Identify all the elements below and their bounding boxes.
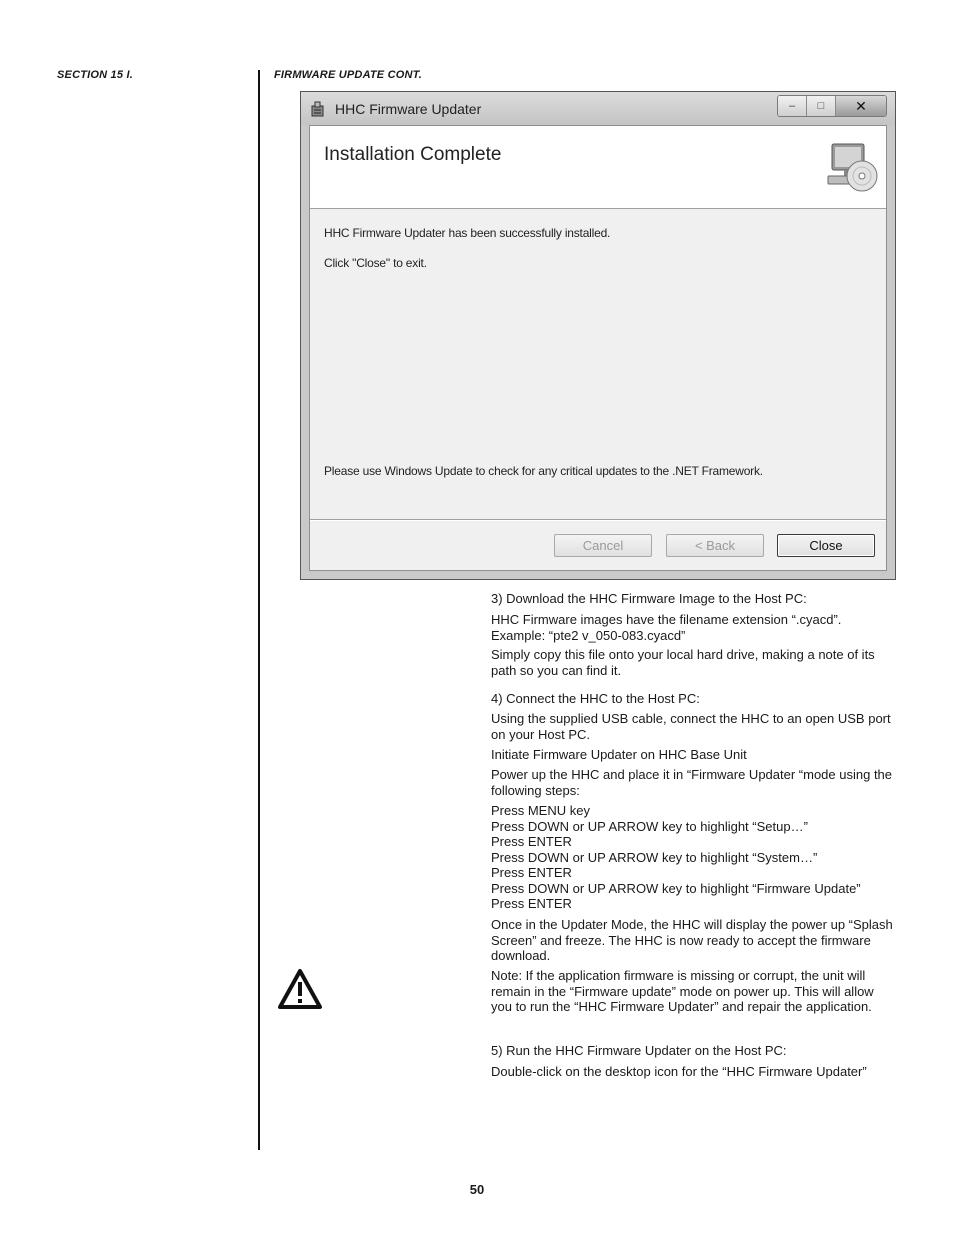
computer-cd-icon: [824, 140, 880, 196]
download-step-heading: 3) Download the HHC Firmware Image to the Host PC:: [491, 591, 807, 606]
installer-app-icon: [310, 101, 326, 117]
close-instruction: Click "Close" to exit.: [324, 256, 427, 270]
window-titlebar[interactable]: [301, 92, 895, 125]
back-button[interactable]: < Back: [666, 534, 764, 557]
initiate-text: Power up the HHC and place it in “Firmware Updater “mode using the following steps:: [491, 767, 893, 798]
window-title: HHC Firmware Updater: [335, 101, 482, 117]
download-step-text: HHC Firmware images have the filename extension “.cyacd”. Example: “pte2 v_050-083.cyacd”: [491, 612, 842, 643]
key-steps-list: [491, 803, 896, 912]
key-step: Press ENTER: [491, 865, 572, 880]
window-close-button[interactable]: ✕: [836, 96, 886, 116]
run-step-text: Double-click on the desktop icon for the “HHC Firmware Updater”: [491, 1064, 867, 1079]
initiate-heading: Initiate Firmware Updater on HHC Base Unit: [491, 747, 747, 762]
key-step: Press DOWN or UP ARROW key to highlight “System…”: [491, 849, 818, 865]
banner-heading: Installation Complete: [324, 144, 502, 165]
close-button[interactable]: Close: [777, 534, 875, 557]
window-controls: [777, 95, 887, 117]
section-label: SECTION 15 I.: [57, 69, 133, 81]
missing-firmware-note: Note: If the application firmware is missing or corrupt, the unit will remain in the “Firmware update” mode on power up. This will allow you to run the “HHC Firmware Updater” and repair the application.: [491, 968, 874, 1014]
dotnet-update-message: Please use Windows Update to check for any critical updates to the .NET Framework.: [324, 464, 763, 478]
key-step: Press MENU key: [491, 803, 590, 818]
download-step-note: Simply copy this file onto your local hard drive, making a note of its path so you can find it.: [491, 647, 875, 678]
page-header-title: FIRMWARE UPDATE CONT.: [274, 69, 423, 81]
installed-message: HHC Firmware Updater has been successfully installed.: [324, 226, 611, 240]
maximize-button[interactable]: □: [807, 96, 836, 116]
installer-banner: [310, 126, 886, 209]
updater-mode-text: Once in the Updater Mode, the HHC will display the power up “Splash Screen” and freeze. The HHC is now ready to accept the firmware download.: [491, 917, 893, 963]
key-step: Press DOWN or UP ARROW key to highlight “Setup…”: [491, 818, 808, 834]
window-client-area: [309, 125, 887, 571]
minimize-button[interactable]: –: [778, 96, 807, 116]
connect-step-text: Using the supplied USB cable, connect the HHC to an open USB port on your Host PC.: [491, 711, 891, 742]
run-step-heading: 5) Run the HHC Firmware Updater on the Host PC:: [491, 1043, 787, 1058]
warning-icon: [277, 968, 323, 1010]
installer-window: [300, 91, 896, 580]
key-step: Press ENTER: [491, 896, 572, 911]
cancel-button[interactable]: Cancel: [554, 534, 652, 557]
key-step: Press ENTER: [491, 834, 572, 849]
vertical-divider: [258, 70, 260, 1150]
key-step: Press DOWN or UP ARROW key to highlight “Firmware Update”: [491, 880, 861, 896]
page-number: 50: [469, 1182, 485, 1197]
connect-step-heading: 4) Connect the HHC to the Host PC:: [491, 691, 700, 706]
button-bar-separator: [310, 519, 886, 520]
